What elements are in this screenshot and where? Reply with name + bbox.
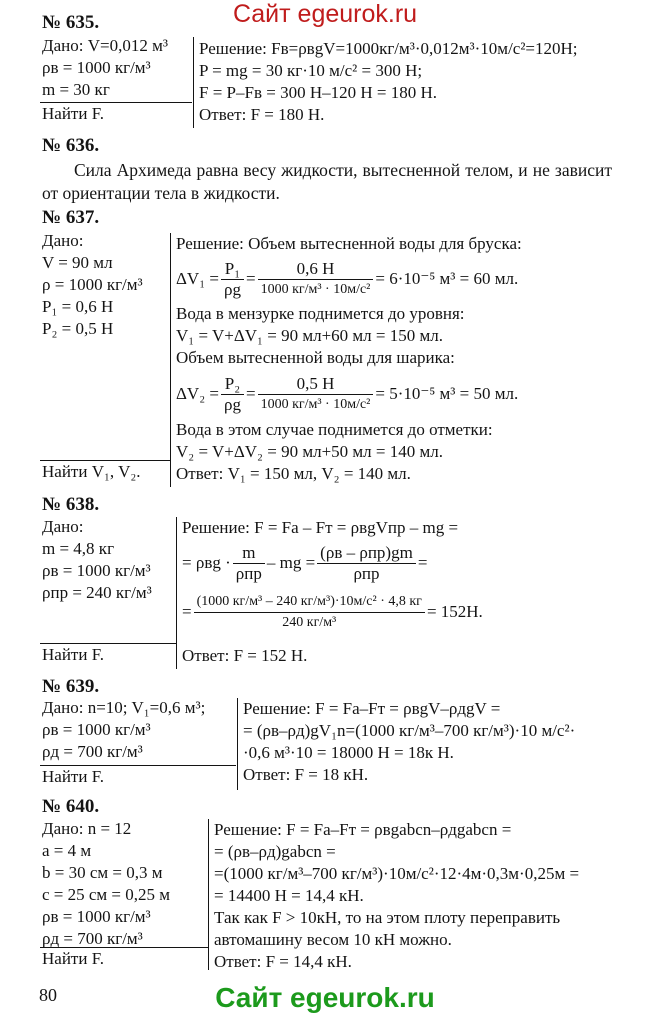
divider-line <box>170 233 171 487</box>
given-line: m = 30 кг <box>42 80 110 99</box>
problem-640-given <box>42 818 170 950</box>
equals: = <box>245 269 256 288</box>
numerator: m <box>233 543 265 564</box>
denominator: ρпр <box>235 563 262 583</box>
problem-635-number: № 635. <box>42 12 100 33</box>
fraction <box>317 543 416 584</box>
given-line: ρв = 1000 кг/м³ <box>42 907 151 926</box>
denominator: ρg <box>223 279 241 299</box>
answer: Ответ: V₁ = 150 мл, V₂ = 140 мл. <box>176 464 411 483</box>
formula-line <box>182 587 483 637</box>
fraction <box>221 259 244 300</box>
given-line: P₂ = 0,5 Н <box>42 319 114 338</box>
solution-line: Объем вытесненной воды для шарика: <box>176 348 455 367</box>
separator-line <box>40 765 236 766</box>
fraction <box>258 374 374 415</box>
denominator: 240 кг/м³ <box>282 614 337 630</box>
formula-lhs: ΔV₂ = <box>176 384 219 403</box>
given-line: V = 90 мл <box>42 253 113 272</box>
given-line: ρв = 1000 кг/м³ <box>42 561 151 580</box>
divider-line <box>208 819 209 970</box>
problem-640-solution <box>214 819 579 973</box>
denominator: 1000 кг/м³ · 10м/с² <box>260 396 371 412</box>
formula-part: = ρвg · <box>182 553 231 572</box>
problem-635-solution <box>199 38 578 126</box>
problem-636-text: Сила Архимеда равна весу жидкости, вытесненной телом, и не зависит от ориентации тела в жидкости. <box>42 160 612 203</box>
solution-line: Так как F > 10кН, то на этом плоту переправить <box>214 908 561 927</box>
problem-639-number: № 639. <box>42 676 100 697</box>
answer: Ответ: F = 18 кН. <box>243 765 369 784</box>
problem-635-find: Найти F. <box>42 104 105 123</box>
solution-line: P = mg = 30 кг·10 м/с² = 300 Н; <box>199 61 423 80</box>
given-line: a = 4 м <box>42 841 92 860</box>
given-line: c = 25 см = 0,25 м <box>42 885 171 904</box>
watermark-top: Сайт egeurok.ru <box>232 0 418 28</box>
divider-line <box>176 517 177 669</box>
formula-result: = 6·10⁻⁵ м³ = 60 мл. <box>375 269 519 288</box>
problem-639-given <box>42 697 205 763</box>
numerator: 0,6 Н <box>258 259 374 280</box>
problem-639-find: Найти F. <box>42 767 105 786</box>
given-line: Дано: V=0,012 м³ <box>42 36 168 55</box>
given-line: ρд = 700 кг/м³ <box>42 929 143 948</box>
given-line: Дано: n = 12 <box>42 819 132 838</box>
problem-637-number: № 637. <box>42 207 100 228</box>
formula-result: = 5·10⁻⁵ м³ = 50 мл. <box>375 384 519 403</box>
separator-line <box>40 643 176 644</box>
numerator: P₁ <box>221 259 244 280</box>
formula-line <box>182 539 483 587</box>
given-line: Дано: n=10; V₁=0,6 м³; <box>42 698 206 717</box>
formula-part: = 152Н. <box>426 602 483 621</box>
solution-line: автомашину весом 10 кН можно. <box>214 930 452 949</box>
solution-line: = (ρв–ρд)gabcn = <box>214 842 336 861</box>
page-number: 80 <box>39 985 57 1005</box>
fraction <box>233 543 265 584</box>
given-line: ρ = 1000 кг/м³ <box>42 275 143 294</box>
problem-638-number: № 638. <box>42 494 100 515</box>
solution-line: Решение: Объем вытесненной воды для бруска: <box>176 234 522 253</box>
given-line: ρв = 1000 кг/м³ <box>42 58 151 77</box>
fraction <box>258 259 374 300</box>
formula-dv2 <box>176 369 522 419</box>
problem-637-solution <box>176 233 522 485</box>
solution-line: Решение: F = Fа–Fт = ρвgV–ρдgV = <box>243 699 501 718</box>
problem-640-number: № 640. <box>42 796 100 817</box>
watermark-bottom: Сайт egeurok.ru <box>215 982 435 1013</box>
solution-line: Решение: F = Fа – Fт = ρвgVпр – mg = <box>182 518 459 537</box>
answer: Ответ: F = 152 Н. <box>182 646 308 665</box>
given-line: ρд = 700 кг/м³ <box>42 742 143 761</box>
solution-line: ·0,6 м³·10 = 18000 Н = 18к Н. <box>243 743 454 762</box>
fraction <box>194 592 425 633</box>
denominator: 1000 кг/м³ · 10м/с² <box>260 281 371 297</box>
formula-dv1 <box>176 255 522 303</box>
numerator: 0,5 Н <box>258 374 374 395</box>
fraction <box>221 374 244 415</box>
given-line: P₁ = 0,6 Н <box>42 297 114 316</box>
given-line: Дано: <box>42 517 84 536</box>
given-line: ρв = 1000 кг/м³ <box>42 720 151 739</box>
problem-639-solution <box>243 698 575 786</box>
formula-lhs: ΔV₁ = <box>176 269 219 288</box>
problem-640-find: Найти F. <box>42 949 105 968</box>
solution-line: Вода в мензурке поднимется до уровня: <box>176 304 465 323</box>
equals: = <box>245 384 256 403</box>
solution-line: F = P–Fв = 300 Н–120 Н = 180 Н. <box>199 83 437 102</box>
solution-line: Решение: Fв=ρвgV=1000кг/м³·0,012м³·10м/с²=120Н; <box>199 39 578 58</box>
solution-line: Вода в этом случае поднимется до отметки: <box>176 420 493 439</box>
denominator: ρg <box>223 394 241 414</box>
solution-line: =(1000 кг/м³–700 кг/м³)·10м/с²·12·4м·0,3м·0,25м = <box>214 864 580 883</box>
answer: Ответ: F = 180 Н. <box>199 105 325 124</box>
divider-line <box>237 698 238 790</box>
denominator: ρпр <box>353 563 380 583</box>
given-line: m = 4,8 кг <box>42 539 115 558</box>
solution-line: = 14400 Н = 14,4 кН. <box>214 886 364 905</box>
problem-635-given <box>42 35 168 101</box>
problem-638-solution <box>182 517 483 667</box>
answer: Ответ: F = 14,4 кН. <box>214 952 352 971</box>
formula-part: – mg = <box>266 553 316 572</box>
solution-line: Решение: F = Fа–Fт = ρвgabcn–ρдgabcn = <box>214 820 512 839</box>
problem-636-number: № 636. <box>42 135 100 156</box>
solution-line: V₁ = V+ΔV₁ = 90 мл+60 мл = 150 мл. <box>176 326 443 345</box>
numerator: (ρв – ρпр)gm <box>317 543 416 564</box>
solution-line: V₂ = V+ΔV₂ = 90 мл+50 мл = 140 мл. <box>176 442 443 461</box>
problem-638-find: Найти F. <box>42 645 105 664</box>
formula-part: = <box>182 602 192 621</box>
divider-line <box>193 37 194 128</box>
separator-line <box>40 460 170 461</box>
formula-part: = <box>417 553 428 572</box>
given-line: Дано: <box>42 231 84 250</box>
numerator: (1000 кг/м³ – 240 кг/м³)·10м/с² · 4,8 кг <box>194 592 425 613</box>
problem-637-find: Найти V₁, V₂. <box>42 462 141 481</box>
separator-line <box>40 102 192 103</box>
separator-line <box>40 947 208 948</box>
given-line: b = 30 см = 0,3 м <box>42 863 163 882</box>
given-line: ρпр = 240 кг/м³ <box>42 583 152 602</box>
numerator: P₂ <box>221 374 244 395</box>
problem-638-given <box>42 516 152 604</box>
solution-line: = (ρв–ρд)gV₁n=(1000 кг/м³–700 кг/м³)·10 м/с²· <box>243 721 576 740</box>
problem-637-given <box>42 230 143 340</box>
